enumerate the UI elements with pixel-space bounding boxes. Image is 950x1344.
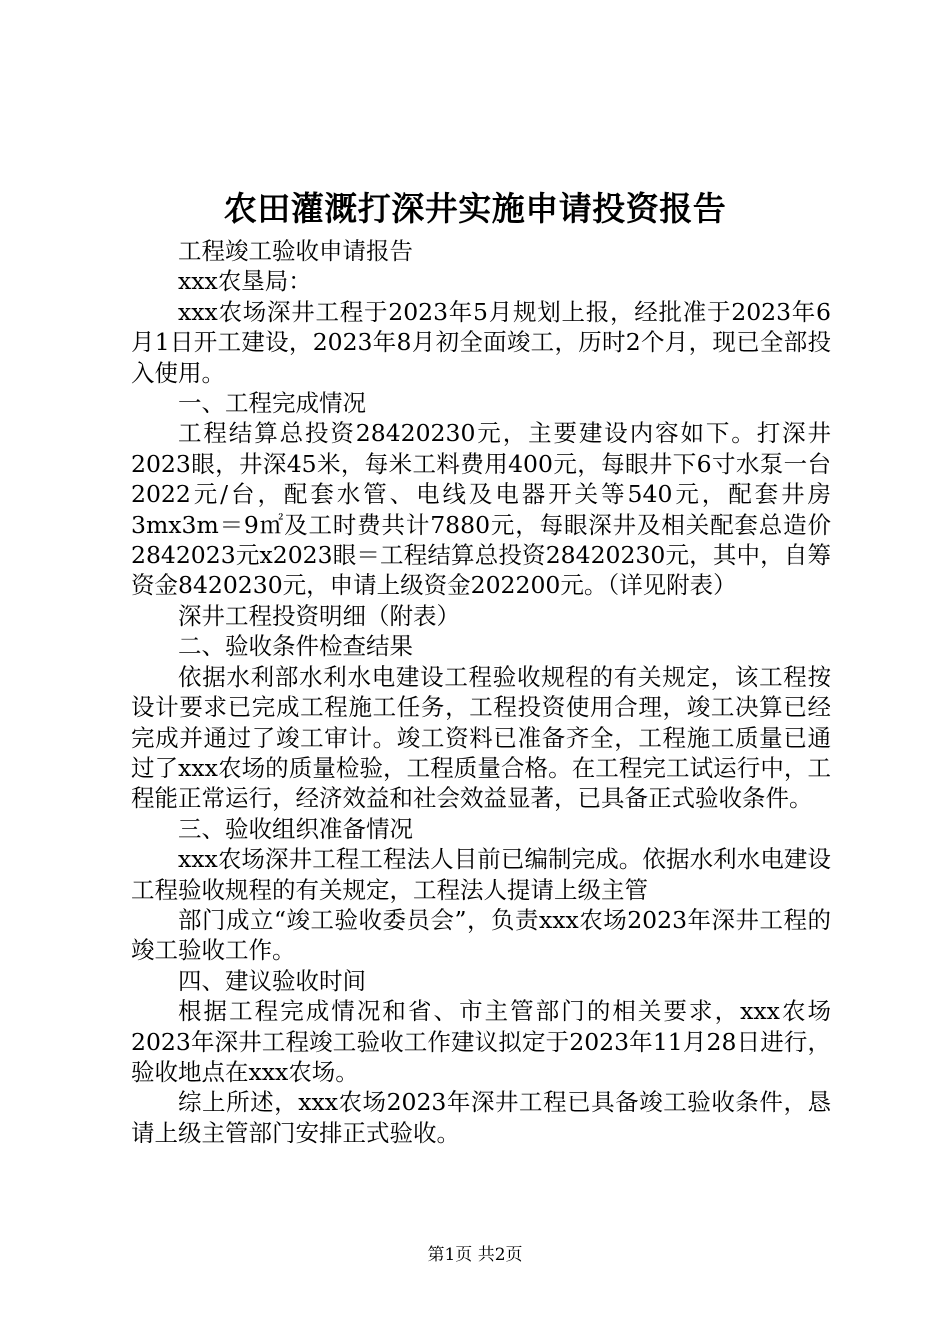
section-heading-3: 三、验收组织准备情况: [178, 814, 413, 843]
section-heading-4: 四、建议验收时间: [178, 966, 366, 995]
paragraph-attachment-note: 深井工程投资明细（附表）: [178, 601, 460, 630]
document-body: [131, 236, 831, 1148]
paragraph-organization-b: 部门成立“竣工验收委员会”，负责xxx农场2023年深井工程的竣工验收工作。: [131, 905, 831, 965]
section-heading-2: 二、验收条件检查结果: [178, 632, 413, 661]
page-number-footer: 第1页 共2页: [427, 1245, 523, 1265]
paragraph-intro: xxx农场深井工程于2023年5月规划上报，经批准于2023年6月1日开工建设，2023年8月初全面竣工，历时2个月，现已全部投入使用。: [131, 297, 831, 387]
paragraph-addressee: xxx农垦局：: [178, 267, 312, 296]
paragraph-investment: 工程结算总投资28420230元，主要建设内容如下。打深井2023眼，井深45米，每米工料费用400元，每眼井下6寸水泵一台2022元/台，配套水管、电线及电器开关等540元，配套井房3mx3m＝9㎡及工时费共计7880元，每眼深井及相关配套总造价2842023元x2023眼＝工程结算总投资28420230元，其中，自筹资金8420230元，申请上级资金202200元。（详见附表）: [131, 419, 831, 600]
section-heading-1: 一、工程完成情况: [178, 389, 366, 418]
paragraph-inspection: 依据水利部水利水电建设工程验收规程的有关规定，该工程按设计要求已完成工程施工任务，工程投资使用合理，竣工决算已经完成并通过了竣工审计。竣工资料已准备齐全，工程施工质量已通过了xxx农场的质量检验，工程质量合格。在工程完工试运行中，工程能正常运行，经济效益和社会效益显著，已具备正式验收条件。: [131, 662, 831, 813]
paragraph-timing: 根据工程完成情况和省、市主管部门的相关要求，xxx农场2023年深井工程竣工验收工作建议拟定于2023年11月28日进行，验收地点在xxx农场。: [131, 997, 831, 1086]
document-title: 农田灌溉打深井实施申请投资报告: [223, 189, 727, 228]
paragraph-report-heading: 工程竣工验收申请报告: [178, 237, 413, 265]
paragraph-conclusion: 综上所述，xxx农场2023年深井工程已具备竣工验收条件，恳请上级主管部门安排正式验收。: [131, 1088, 831, 1147]
paragraph-organization-a: xxx农场深井工程工程法人目前已编制完成。依据水利水电建设工程验收规程的有关规定，工程法人提请上级主管: [131, 845, 831, 904]
